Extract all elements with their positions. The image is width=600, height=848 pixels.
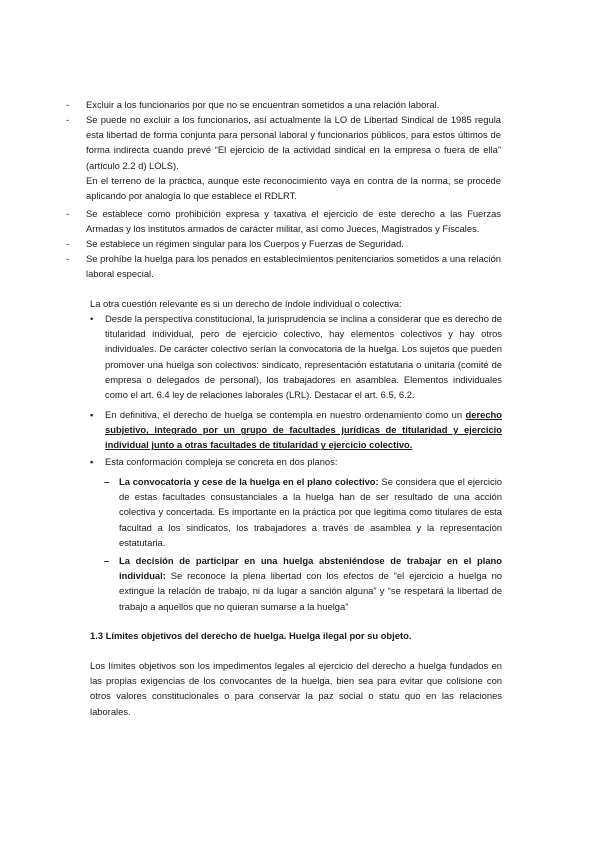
sub-item-text: Se reconoce la plena libertad con los efectos de “el ejercicio a huelga no extingue la relación de trabajo, ni da lugar a sanción alguna” y “se respetará la libertad de trabajo a aquellos que no quieran sumarse a la huelga” bbox=[119, 570, 502, 612]
bullet-item: Esta conformación compleja se concreta en dos planos: bbox=[105, 456, 338, 467]
bullet-item: Desde la perspectiva constitucional, la jurisprudencia se inclina a considerar que es derecho de titularidad individual, pero de ejercicio colectivo, hay elementos colectivos y hay otros individuales. De carácter colectivo serían la convocatoria de la huelga. Los sujetos que pueden promover una huelga son colectivos: sindicato, representación estatutaria o unitaria (comité de empresa o delegados de personal), los trabajadores en asamblea. Elementos individuales como el art. 6.4 ley de relaciones laborales (LRL). Destacar el art. 6.5, 6.2. bbox=[105, 313, 502, 401]
sub-list-item bbox=[119, 553, 502, 614]
bullet-item bbox=[105, 407, 502, 453]
bullet-text: En definitiva, el derecho de huelga se contempla en nuestro ordenamiento como un bbox=[105, 409, 466, 420]
bullet-marker: • bbox=[90, 313, 94, 324]
bullet-marker: ▪ bbox=[90, 456, 94, 467]
list-item: Se prohíbe la huelga para los penados en establecimientos penitenciarios sometidos a una relación laboral especial. bbox=[86, 253, 501, 280]
closing-paragraph: Los límites objetivos son los impedimentos legales al ejercicio del derecho a huelga fundados en las propias exigencias de los convocantes de la huelga, bien sea para evitar que colisione con otros valores constitucionales o para conservar la paz social o statu quo en las relaciones laborales. bbox=[90, 660, 502, 717]
section-heading: 1.3 Límites objetivos del derecho de huelga. Huelga ilegal por su objeto. bbox=[90, 630, 412, 641]
dash-marker: - bbox=[66, 253, 70, 264]
bullet-marker: ▪ bbox=[90, 409, 94, 420]
list-item: Se puede no excluir a los funcionarios, así actualmente la LO de Libertad Sindical de 1985 regula esta libertad de forma conjunta para personal laboral y funcionarios públicos, para estos últimos de forma indirecta cuando prevé “El ejercicio de la actividad sindical en la empresa o fuera de ella” (artículo 2.2 d) LOLS). bbox=[86, 114, 501, 171]
emphasized-definition: derecho subjetivo, integrado por un grupo de facultades jurídicas de titularidad y ejercicio individual junto a otras facultades de titularidad y ejercicio colectivo. bbox=[105, 409, 502, 451]
dash-marker: - bbox=[66, 99, 70, 110]
sub-item-text: Se considera que el ejercicio de estas facultades consustanciales a la huelga han de ser resultado de una acción colectiva y concertada. Es importante en la práctica por que legitima como titulares de esta facultad a los sindicatos, los trabajadores a través de asamblea y la representación estatutaria. bbox=[119, 476, 502, 548]
sub-marker: – bbox=[104, 555, 110, 566]
list-item: Se establece como prohibición expresa y taxativa el ejercicio de este derecho a las Fuerzas Armadas y los institutos armados de carácter militar, así como Jueces, Magistrados y Fiscales. bbox=[86, 208, 501, 235]
dash-marker: - bbox=[66, 238, 70, 249]
sub-item-title: La convocatoria y cese de la huelga en el plano colectivo: bbox=[119, 476, 379, 487]
question-intro: La otra cuestión relevante es si un derecho de índole individual o colectiva: bbox=[90, 298, 402, 309]
sub-marker: – bbox=[104, 476, 110, 487]
list-item: Se establece un régimen singular para los Cuerpos y Fuerzas de Seguridad. bbox=[86, 238, 404, 249]
list-item: Excluir a los funcionarios por que no se encuentran sometidos a una relación laboral. bbox=[86, 99, 440, 110]
sub-item-title: La decisión de participar en una huelga absteniéndose de trabajar en el plano individual: bbox=[119, 555, 502, 582]
sub-list-item bbox=[119, 474, 502, 550]
dash-marker: - bbox=[66, 208, 70, 219]
dash-marker: - bbox=[66, 114, 70, 125]
list-item-continuation: En el terreno de la práctica, aunque este reconocimiento vaya en contra de la norma, se procede aplicando por analogía lo que establece el RDLRT. bbox=[86, 175, 501, 202]
